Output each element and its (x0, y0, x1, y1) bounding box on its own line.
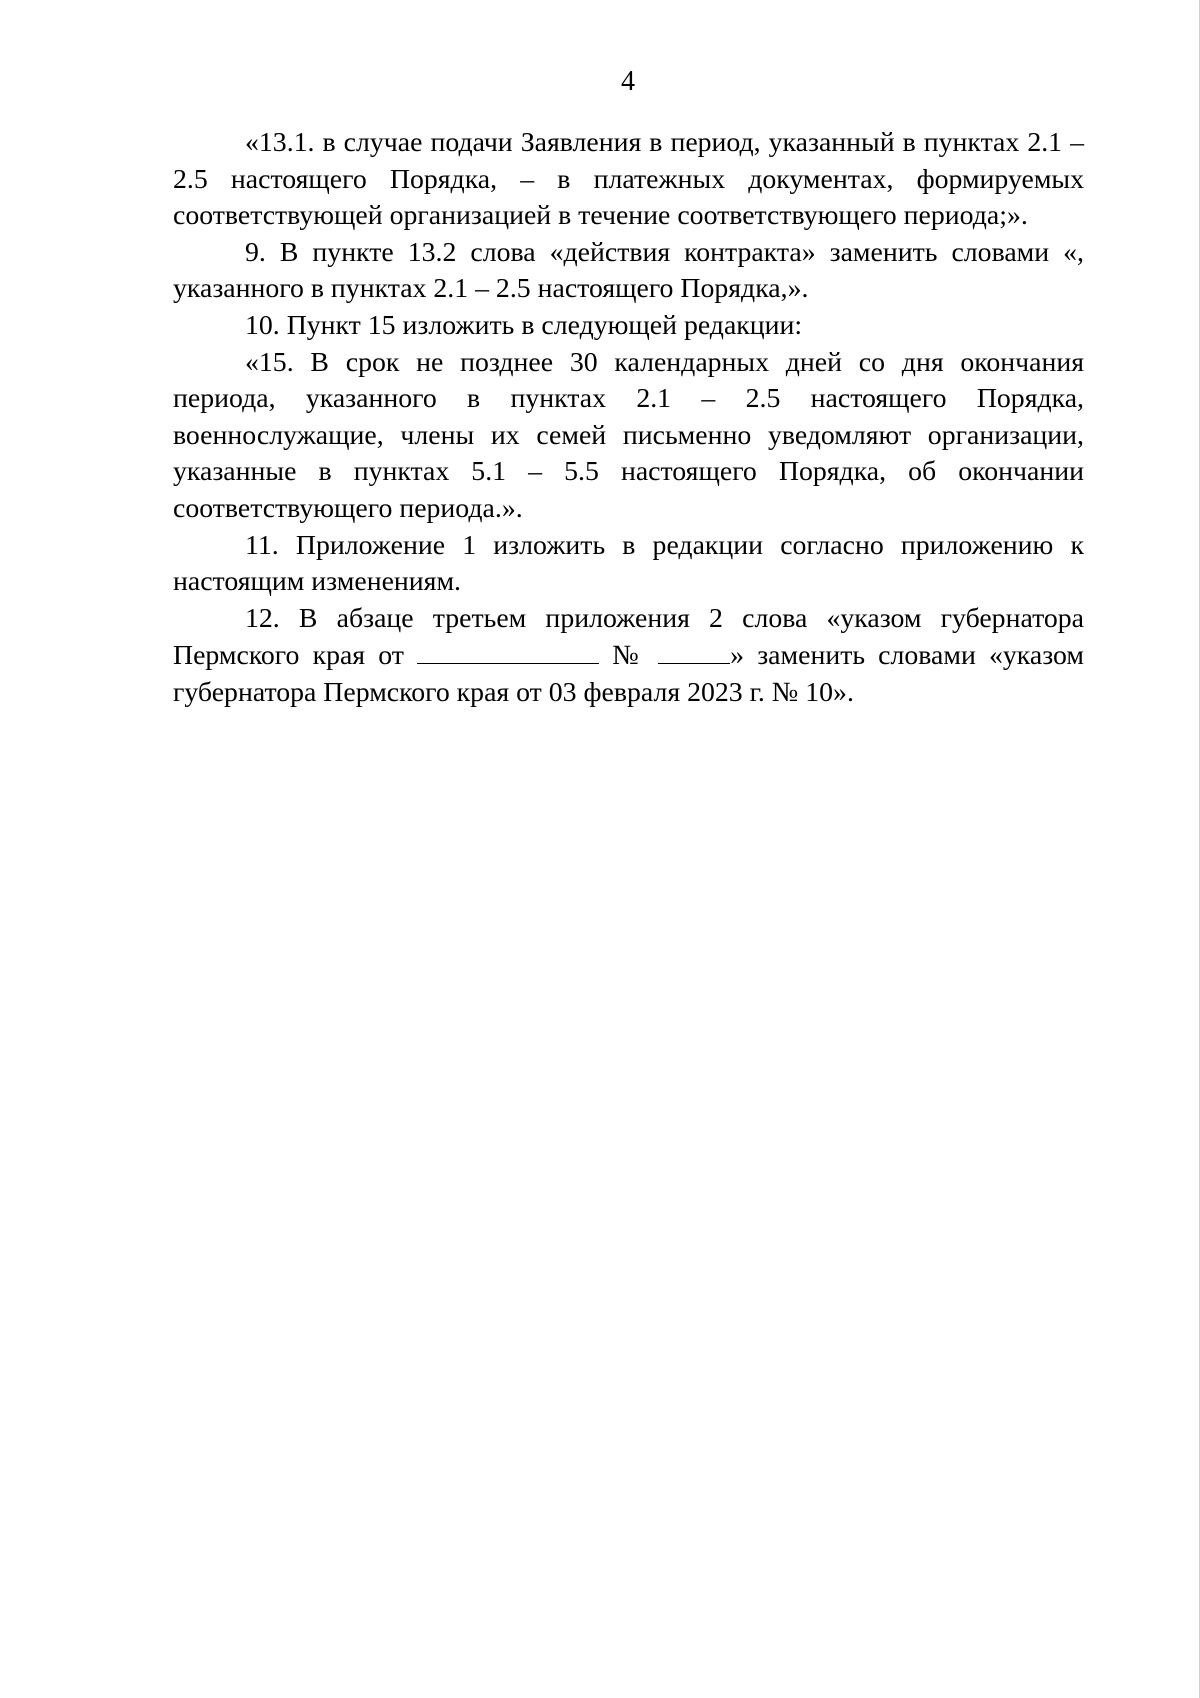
blank-number-line (658, 637, 730, 664)
paragraph-15: «15. В срок не позднее 30 календарных дней со дня окончания периода, указанного в пунктах 2.1 – 2.5 настоящего Порядка, военнослужащие, члены их семей письменно уведомляют организации, указанные в пунктах 5.1 – 5.5 настоящего Порядка, об окончании соответствующего периода.». (173, 346, 1084, 524)
paragraph-10: 10. Пункт 15 изложить в следующей редакции: (245, 309, 803, 341)
page-number: 4 (621, 66, 635, 97)
paragraph-9: 9. В пункте 13.2 слова «действия контракта» заменить словами «, указанного в пунктах 2.1 – 2.5 настоящего Порядка,». (173, 236, 1084, 305)
paragraph-11: 11. Приложение 1 изложить в редакции согласно приложению к настоящим изменениям. (173, 529, 1084, 598)
paragraph-13-1: «13.1. в случае подачи Заявления в период, указанный в пунктах 2.1 – 2.5 настоящего Порядка, – в платежных документах, формируемых соответствующей организацией в течение соответствующего периода;». (173, 127, 1084, 232)
document-body (173, 125, 1084, 712)
paragraph-12-part-1: 12. В абзаце третьем приложения 2 слова «указом губернатора Пермского края от (173, 602, 1084, 672)
paragraph-12-part-3: » заменить словами «указом губернатора Пермского края от 03 февраля 2023 г. № 10». (173, 640, 1084, 708)
blank-date-line (417, 637, 599, 664)
paragraph-12 (173, 601, 1084, 712)
paragraph-12-part-2: № (599, 640, 659, 672)
